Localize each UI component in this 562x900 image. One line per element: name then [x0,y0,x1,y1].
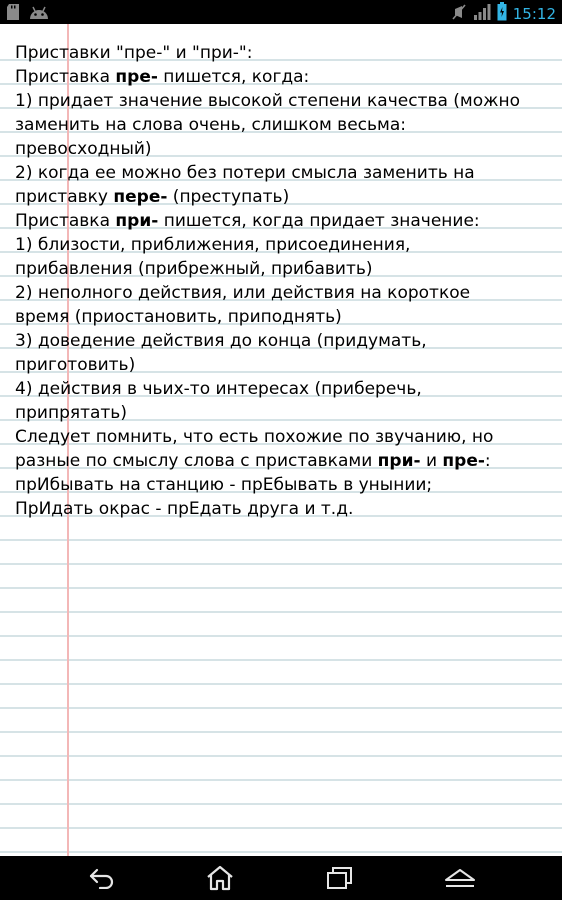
bold-prefix: пре- [442,451,485,471]
text-line [15,473,555,497]
text-segment: Следует помнить, что есть похожие по звучанию, но [15,427,494,447]
text-line [15,377,555,401]
back-icon [88,867,116,889]
text-line [15,257,555,281]
text-segment: пишется, когда придает значение: [158,211,480,231]
article-text [15,41,555,521]
text-segment: (преступать) [167,187,290,207]
text-segment: пишется, когда: [157,67,310,87]
home-icon [206,865,234,891]
text-line [15,113,555,137]
text-segment: Приставка [15,211,116,231]
text-segment: 2) когда ее можно без потери смысла заменить на [15,163,475,183]
text-segment: припрятать) [15,403,127,423]
signal-icon [473,3,491,25]
battery-icon [497,2,507,25]
text-segment: 4) действия в чьих-то интересах (приберечь, [15,379,422,399]
text-line [15,305,555,329]
text-segment: и [420,451,443,471]
text-segment: 1) придает значение высокой степени качества (можно [15,91,520,111]
text-line [15,449,555,473]
text-segment: 2) неполного действия, или действия на короткое [15,283,471,303]
text-segment: приготовить) [15,355,136,375]
text-segment: Приставка [15,67,116,87]
text-segment: время (приостановить, приподнять) [15,307,342,327]
text-line [15,353,555,377]
system-icons [451,2,556,25]
recent-apps-icon [326,866,354,890]
text-segment: Приставки "пре-" и "при-": [15,43,253,63]
text-line [15,89,555,113]
text-segment: ПрИдать окрас - прЕдать друга и т.д. [15,499,354,519]
sd-card-icon [6,3,20,25]
bold-prefix: пере- [113,187,168,207]
menu-icon [443,867,477,889]
text-segment: прибавления (прибрежный, прибавить) [15,259,373,279]
text-segment: прИбывать на станцию - прЕбывать в унынии; [15,475,433,495]
text-line [15,425,555,449]
clock: 15:12 [512,4,556,23]
navigation-bar [0,856,562,900]
text-segment: заменить на слова очень, слишком весьма: [15,115,406,135]
text-line [15,233,555,257]
bold-prefix: пре- [115,67,158,87]
home-button[interactable] [200,862,240,894]
text-line [15,497,555,521]
status-bar [0,0,562,24]
text-line [15,329,555,353]
text-line [15,41,555,65]
text-segment: разные по смыслу слова с приставками [15,451,378,471]
text-line [15,185,555,209]
recent-apps-button[interactable] [320,862,360,894]
notebook-page [0,24,562,856]
notification-icons [6,3,50,25]
text-segment: : [484,451,491,471]
text-line [15,137,555,161]
text-line [15,281,555,305]
text-segment: 3) доведение действия до конца (придумать, [15,331,427,351]
back-button[interactable] [82,862,122,894]
text-line [15,401,555,425]
mute-icon [451,3,467,25]
bold-prefix: при- [115,211,159,231]
android-icon [28,3,50,25]
text-segment: приставку [15,187,114,207]
bold-prefix: при- [377,451,421,471]
text-line [15,161,555,185]
text-line [15,65,555,89]
menu-button[interactable] [440,862,480,894]
text-segment: 1) близости, приближения, присоединения, [15,235,411,255]
text-line [15,209,555,233]
text-segment: превосходный) [15,139,152,159]
